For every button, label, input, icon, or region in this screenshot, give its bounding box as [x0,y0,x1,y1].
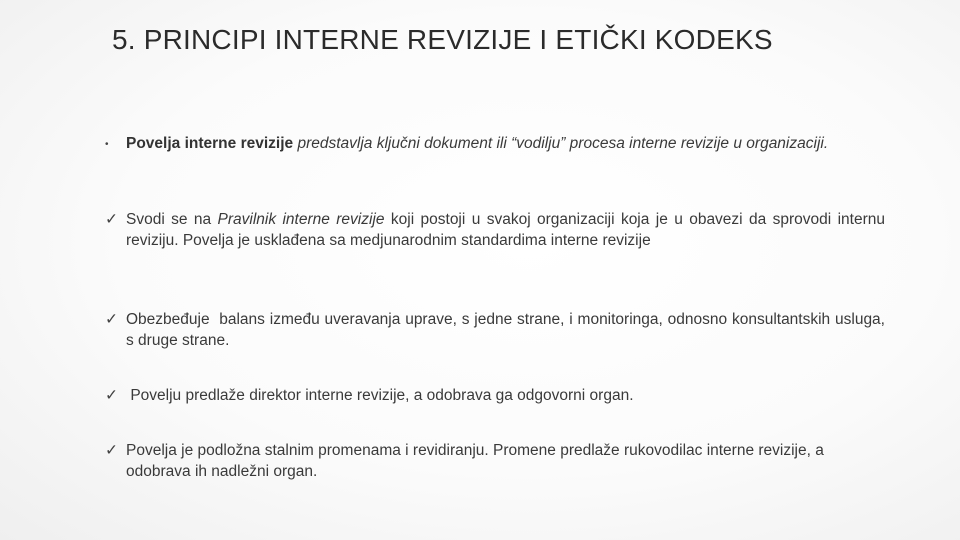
item-text: Povelja je podložna stalnim promenama i revidiranju. Promene predlaže rukovodilac interne revizije, a odobrava ih nadležni organ. [126,442,824,480]
item-text-b: koji postoji u svakoj organizaciji koja je u obavezi da sprovodi internu reviziju. Povelja je usklađena sa medjunarodnim standardima interne revizije [126,211,885,249]
list-item [105,133,885,155]
item-text: Povelju predlaže direktor interne revizije, a odobrava ga odgovorni organ. [126,387,634,404]
item-text-a: Svodi se na [126,211,218,228]
list-item [105,385,885,406]
item-text [126,209,885,251]
item-text [126,133,885,155]
item-italic-text: predstavlja ključni dokument ili “vodilju” procesa interne revizije u organizaciji. [293,135,829,152]
slide-title: 5. PRINCIPI INTERNE REVIZIJE I ETIČKI KODEKS [112,24,773,55]
bullet-icon: • [105,139,109,150]
list-item [105,309,890,351]
checkmark-icon: ✓ [105,211,118,228]
checkmark-icon: ✓ [105,387,118,404]
checkmark-icon: ✓ [105,442,118,459]
list-item [105,209,885,251]
item-italic-text: Pravilnik interne revizije [217,211,385,228]
checkmark-icon: ✓ [105,311,118,328]
list-item [105,440,885,482]
item-bold-text: Povelja interne revizije [126,135,294,152]
item-text: Obezbeđuje balans između uveravanja uprave, s jedne strane, i monitoringa, odnosno konsultantskih usluga, s druge strane. [126,311,890,349]
